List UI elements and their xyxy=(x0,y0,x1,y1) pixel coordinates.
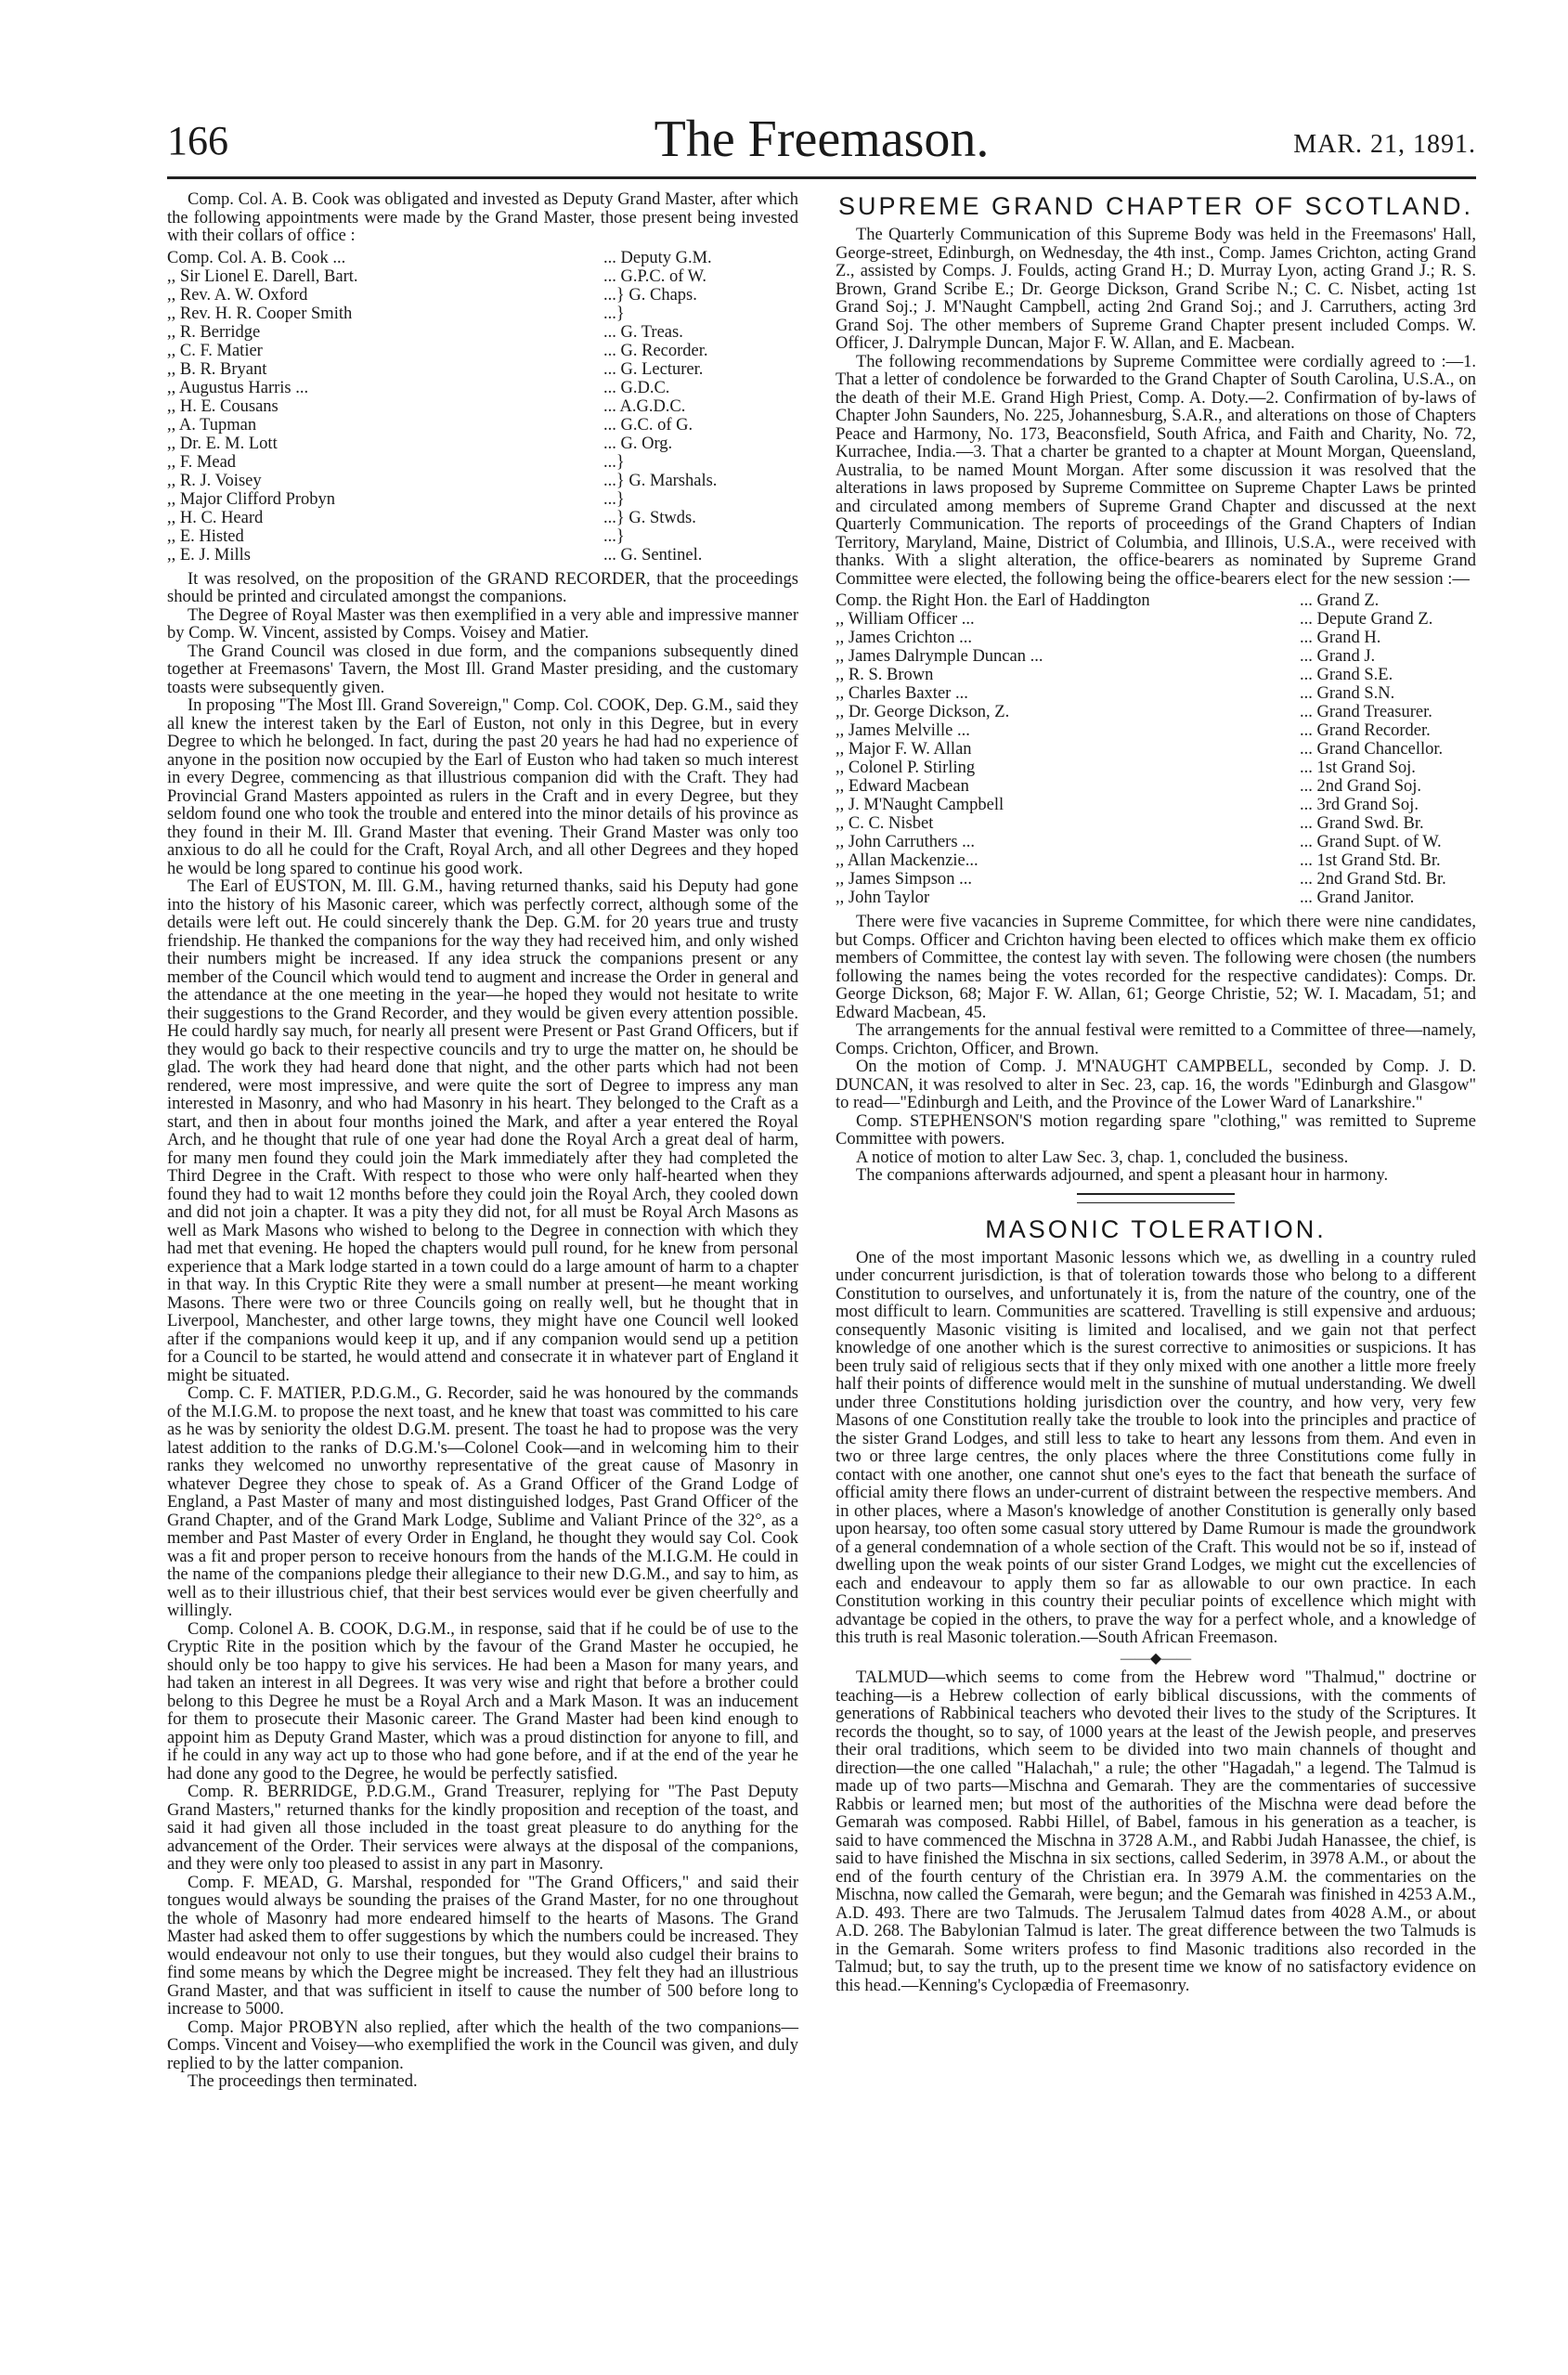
ornament-divider: ——◆—— xyxy=(1120,1650,1192,1667)
roster-row xyxy=(167,417,798,435)
roster-row xyxy=(167,398,798,417)
grand-officers-list xyxy=(167,250,798,565)
roster-name: ,, R. S. Brown xyxy=(836,667,934,684)
roster-office: ... Depute Grand Z. xyxy=(1300,610,1433,629)
roster-row xyxy=(167,343,798,361)
roster-name: ,, R. J. Voisey xyxy=(167,472,262,490)
roster-name: ,, Sir Lionel E. Darell, Bart. xyxy=(167,267,358,286)
roster-name: ,, Rev. A. W. Oxford xyxy=(167,286,308,305)
roster-row xyxy=(167,361,798,380)
roster-row xyxy=(167,510,798,528)
council-report xyxy=(167,571,798,2092)
left-column xyxy=(167,191,798,2092)
roster-office: ... G. Lecturer. xyxy=(603,359,704,379)
roster-office: ... G.C. of G. xyxy=(603,415,693,435)
roster-row xyxy=(167,380,798,398)
roster-name: ,, John Carruthers ... xyxy=(836,834,976,851)
roster-row xyxy=(836,611,1476,629)
paragraph: A notice of motion to alter Law Sec. 3, chap. 1, concluded the business. xyxy=(856,1148,1349,1167)
roster-name: ,, E. J. Mills xyxy=(167,546,251,565)
roster-name: ,, William Officer ... xyxy=(836,611,975,629)
roster-row xyxy=(167,305,798,324)
roster-office: ... Grand Treasurer. xyxy=(1300,703,1432,721)
council-intro: Comp. Col. A. B. Cook was obligated and invested as Deputy Grand Master, after which the following appointments were made by the Grand Master, those present being invested with their collars of office : xyxy=(167,190,798,245)
roster-office: ... G.D.C. xyxy=(603,378,670,397)
roster-office: ... G.P.C. of W. xyxy=(603,266,707,286)
roster-name: ,, Edward Macbean xyxy=(836,778,969,796)
paragraph: The Degree of Royal Master was then exemplified in a very able and impressive manner by Comp. W. Vincent, assisted by Comps. Voisey and Matier. xyxy=(167,605,798,642)
paragraph: Comp. Major PROBYN also replied, after which the health of the two companions—Comps. Vincent and Voisey—who exemplified the work in the Council was given, and duly replied to by the latter companion. xyxy=(167,2018,798,2073)
roster-name: ,, Major F. W. Allan xyxy=(836,741,972,759)
roster-row xyxy=(836,592,1476,611)
roster-office: ... Grand Swd. Br. xyxy=(1300,814,1424,833)
paragraph: Comp. F. MEAD, G. Marshal, responded for "The Grand Officers," and said their tongues would always be sounding the praises of the Grand Master, for no one throughout the whole of Masonry had more endeared himself to the hearts of Masons. The Grand Master had asked them to offer suggestions by which the numbers could be increased. They would endeavour not only to use their tongues, but they would also cudgel their brains to find some means by which the Degree might be increased. They felt they had an illustrious Grand Master, and that was sufficient in itself to cause the number of 500 before long to increase to 5000. xyxy=(167,1873,798,2018)
roster-row xyxy=(167,473,798,491)
roster-office: ... Grand S.E. xyxy=(1300,666,1393,684)
roster-row xyxy=(836,797,1476,815)
paragraph: There were five vacancies in Supreme Committee, for which there were nine candidates, but Comps. Officer and Crichton having been elected to offices which make them ex officio members of Committee, the contest lay with seven. The following were chosen (the numbers following the names being the votes recorded for the respective candidates): Comps. Dr. George Dickson, 68; Major F. W. Allan, 61; George Christie, 52; W. I. Macadam, 51; and Edward Macbean, 45. xyxy=(836,913,1476,1022)
roster-office: ... G. Recorder. xyxy=(603,341,708,360)
roster-office: ...} G. Stwds. xyxy=(603,508,696,527)
roster-office: ... Grand Supt. of W. xyxy=(1300,833,1442,851)
roster-row xyxy=(167,454,798,473)
roster-name: ,, A. Tupman xyxy=(167,416,257,435)
roster-name: ,, F. Mead xyxy=(167,453,237,472)
paragraph: The proceedings then terminated. xyxy=(188,2072,418,2091)
paragraph: The Grand Council was closed in due form, and the companions subsequently dined together at Freemasons' Tavern, the Most Ill. Grand Master presiding, and the customary toasts were subsequently given. xyxy=(167,642,798,697)
paragraph: On the motion of Comp. J. M'NAUGHT CAMPBELL, seconded by Comp. J. D. DUNCAN, it was resolved to alter in Sec. 23, cap. 16, the words "Edinburgh and Glasgow" to read—"Edinburgh and Leith, and the Province of the Lower Ward of Lanarkshire." xyxy=(836,1058,1476,1112)
roster-name: ,, Dr. George Dickson, Z. xyxy=(836,704,1010,721)
right-column xyxy=(836,191,1476,1995)
roster-row xyxy=(167,435,798,454)
roster-name: ,, Charles Baxter ... xyxy=(836,685,968,703)
office-bearers-list xyxy=(836,592,1476,908)
roster-office: ... A.G.D.C. xyxy=(603,396,686,416)
roster-office: ... Deputy G.M. xyxy=(603,248,712,267)
chapter-report xyxy=(836,914,1476,1186)
roster-name: Comp. Col. A. B. Cook ... xyxy=(167,249,346,267)
roster-name: ,, James Simpson ... xyxy=(836,871,972,889)
roster-row xyxy=(167,250,798,268)
roster-office: ... G. Org. xyxy=(603,434,673,453)
roster-row xyxy=(167,528,798,547)
roster-row xyxy=(167,268,798,287)
roster-office: ... Grand S.N. xyxy=(1300,684,1395,703)
roster-name: ,, John Taylor xyxy=(836,889,930,907)
roster-row xyxy=(167,324,798,343)
roster-office: ...} xyxy=(603,526,625,546)
roster-row xyxy=(836,834,1476,852)
roster-office: ... Grand Recorder. xyxy=(1300,721,1431,740)
roster-office: ... Grand Z. xyxy=(1300,591,1380,610)
roster-name: ,, R. Berridge xyxy=(167,323,261,342)
paragraph: Comp. R. BERRIDGE, P.D.G.M., Grand Treasurer, replying for "The Past Deputy Grand Masters," returned thanks for the kindly proposition and reception of the toast, and said it had given all those included in the toast great pleasure to do anything for the advancement of the Order. Their services were always at the disposal of the companions, and they were only too pleased to assist in any part in Masonry. xyxy=(167,1783,798,1874)
roster-name: ,, J. M'Naught Campbell xyxy=(836,797,1004,814)
roster-row xyxy=(836,741,1476,759)
roster-row xyxy=(167,491,798,510)
page-number: 166 xyxy=(167,118,228,163)
roster-name: ,, Dr. E. M. Lott xyxy=(167,435,278,453)
paragraph: In proposing "The Most Ill. Grand Sovereign," Comp. Col. COOK, Dep. G.M., said they all knew the interest taken by the Earl of Euston, not only in this Degree, but in every Degree to which he belonged. In fact, during the past 20 years he had had no experience of anyone in the position now occupied by the Earl of Euston who had taken so much interest in every Degree, commencing as that illustrious companion did with the Craft. They had Provincial Grand Masters appointed as rulers in the Craft and in every Degree, but they seldom found one who took the trouble and entered into the minor details of his province as they found in their M. Ill. Grand Master that evening. Their Grand Master was only too anxious to do all he could for the Craft, Royal Arch, and all other Degrees and they hoped he would be long spared to continue his good work. xyxy=(167,696,798,878)
roster-office: ... 2nd Grand Std. Br. xyxy=(1300,870,1446,889)
roster-name: ,, Rev. H. R. Cooper Smith xyxy=(167,305,353,323)
roster-office: ... Grand J. xyxy=(1300,647,1376,666)
section-divider xyxy=(1077,1193,1235,1195)
roster-office: ...} xyxy=(603,304,625,323)
roster-office: ... 3rd Grand Soj. xyxy=(1300,796,1419,814)
chapter-heading: SUPREME GRAND CHAPTER OF SCOTLAND. xyxy=(837,192,1474,220)
roster-office: ... Grand Chancellor. xyxy=(1300,740,1444,759)
roster-row xyxy=(836,667,1476,685)
talmud-article: TALMUD—which seems to come from the Hebrew word "Thalmud," doctrine or teaching—is a Hebrew collection of early biblical discussions, with the comments of generations of Rabbinical teachers who devoted their lives to the study of the Scriptures. It records the thought, so to say, of 1000 years at the least of the Jewish people, and preserves their oral traditions, which seem to be divided into two main channels of thought and direction—the one called "Halachah," a rule; the other "Hagadah," a legend. The Talmud is made up of two parts—Mischna and Gemarah. They are the commentaries of successive Rabbis or learned men; but most of the authorities of the Mischna were dead before the Gemarah was composed. Rabbi Hillel, of Babel, famous in his generation as a teacher, is said to have commenced the Mischna in 3728 A.M., and Rabbi Judah Hanassee, the chief, is said to have finished the Mischna in six sections, called Sederim, in 3978 A.M., or about the end of the fourth century of the Christian era. In 3979 A.M. the commentaries on the Mischna, now called the Gemarah, were begun; and the Gemarah was finished in 4253 A.M., A.D. 493. There are two Talmuds. The Jerusalem Talmud dates from 4028 A.M., or about A.D. 268. The Babylonian Talmud is later. The great difference between the two Talmuds is in the Gemarah. Some writers profess to find Masonic traditions also recorded in the Talmud; but, to say the truth, up to the present time we know of no satisfactory evidence on this head.—Kenning's Cyclopædia of Freemasonry. xyxy=(836,1668,1476,1995)
roster-row xyxy=(836,815,1476,834)
roster-row xyxy=(836,685,1476,704)
roster-name: ,, James Dalrymple Duncan ... xyxy=(836,648,1043,666)
roster-name: ,, Major Clifford Probyn xyxy=(167,490,336,509)
roster-office: ...} xyxy=(603,452,625,472)
roster-name: ,, B. R. Bryant xyxy=(167,360,267,379)
roster-office: ... 2nd Grand Soj. xyxy=(1300,777,1422,796)
roster-name: ,, Allan Mackenzie... xyxy=(836,852,978,870)
paragraph: It was resolved, on the proposition of the GRAND RECORDER, that the proceedings should be printed and circulated amongst the companions. xyxy=(167,569,798,606)
roster-office: ... G. Treas. xyxy=(603,322,683,342)
roster-office: ...} xyxy=(603,489,625,509)
roster-office: ...} G. Chaps. xyxy=(603,285,697,305)
roster-office: ... G. Sentinel. xyxy=(603,545,703,565)
issue-date: MAR. 21, 1891. xyxy=(1293,130,1476,159)
roster-row xyxy=(836,889,1476,908)
toleration-heading: MASONIC TOLERATION. xyxy=(985,1214,1327,1243)
roster-row xyxy=(167,287,798,305)
roster-name: ,, H. E. Cousans xyxy=(167,397,279,416)
roster-row xyxy=(836,778,1476,797)
chapter-intro xyxy=(836,227,1476,589)
paragraph: Comp. Colonel A. B. COOK, D.G.M., in response, said that if he could be of use to the Cryptic Rite in the position which by the favour of the Grand Master he occupied, he should only be too happy to give his services. He had been a Mason for many years, and had taken an interest in all Degrees. It was very wise and right that before a brother could belong to this Degree he must be a Royal Arch and a Mark Mason. It was an inducement for them to prosecute their Masonic career. The Grand Master had been kind enough to appoint him as Deputy Grand Master, which was a proud distinction for anyone to fill, and if he could in any way act up to those who had gone before, and if at the end of the year he had done any good to the Degree, he would be perfectly satisfied. xyxy=(167,1619,798,1784)
paragraph: Comp. STEPHENSON'S motion regarding spare "clothing," was remitted to Supreme Committee with powers. xyxy=(836,1111,1476,1149)
roster-name: ,, James Crichton ... xyxy=(836,629,972,647)
paragraph: The Quarterly Communication of this Supreme Body was held in the Freemasons' Hall, George-street, Edinburgh, on Wednesday, the 4th inst., Comp. James Crichton, acting Grand Z., assisted by Comps. J. Foulds, acting Grand H.; D. Murray Lyon, acting Grand J.; R. S. Brown, Grand Scribe E.; Dr. George Dickson, Grand Scribe N.; C. C. Nisbet, acting 1st Grand Soj.; J. M'Naught Campbell, acting 2nd Grand Soj.; and J. Carruthers, acting 3rd Grand Soj. The other members of Supreme Grand Chapter present included Comps. W. Officer, J. Dalrymple Duncan, Major F. W. Allan, and E. Macbean. xyxy=(836,226,1476,353)
roster-row xyxy=(836,648,1476,667)
masthead: The Freemason. xyxy=(654,110,990,168)
roster-row xyxy=(836,871,1476,889)
roster-name: ,, H. C. Heard xyxy=(167,509,264,527)
section-divider-thin xyxy=(1077,1202,1235,1203)
toleration-article: One of the most important Masonic lessons which we, as dwelling in a country ruled under concurrent jurisdiction, is that of toleration towards those who belong to a different Constitution to ourselves, and unfortunately it is, from the nature of the country, one of the most difficult to learn. Communities are scattered. Travelling is still expensive and arduous; consequently Masonic visiting is limited and localised, and we gain not that perfect knowledge of one another which is the surest corrective to animosities or suspicions. It has been truly said of religious sects that if they only mixed with one another a little more freely half their points of difference would melt in the sunshine of mutual understanding. We dwell under three Constitutions holding jurisdiction over the country, and how very, very few Masons of one Constitution really take the trouble to look into the principles and practice of the sister Grand Lodges, and still less to take to heart any lessons from them. And even in two or three large centres, the only places where the three Constitutions come fully in contact with one another, one cannot shut one's eyes to the fact that beneath the surface of official amity there flows an under-current of distraint between the respective members. And in other places, where a Mason's knowledge of another Constitution is generally only based upon hearsay, too often some casual story uttered by Dame Rumour is made the groundwork of a general condemnation of a whole section of the Craft. This would not be so if, instead of dwelling upon the weak points of our sister Grand Lodges, we might cut the excellencies of each and endeavour to apply them so far as allowable to our own practice. In each Constitution working in this country their peculiar points of excellence which might with advantage be copied in the others, to prave the way for a perfect whole, and a knowledge of this truth is real Masonic toleration.—South African Freemason. xyxy=(836,1248,1476,1647)
roster-row xyxy=(167,547,798,565)
roster-office: ... Grand H. xyxy=(1300,629,1381,647)
paragraph: Comp. C. F. MATIER, P.D.G.M., G. Recorder, said he was honoured by the commands of the M.I.G.M. to propose the next toast, and he knew that toast was committed to his care as he was by seniority the oldest D.G.M. present. The toast he had to propose was the very latest addition to the ranks of D.G.M.'s—Colonel Cook—and in welcoming him to their ranks they welcomed no unworthy representative of the great cause of Masonry in whatever Degree they chose to speak of. As a Grand Officer of the Grand Lodge of England, a Past Master of many and most distinguished lodges, Past Grand Officer of the Grand Chapter, and of the Grand Mark Lodge, Sublime and Valiant Prince of the 32°, as a member and Past Master of every Order in England, he thought they would say Col. Cook was a fit and proper person to receive honours from the hands of the M.I.G.M. He could in the name of the companions pledge their allegiance to their new D.G.M., and say to him, as well as to their illustrious chief, that their best services would ever be given cheerfully and willingly. xyxy=(167,1384,798,1620)
roster-name: ,, E. Histed xyxy=(167,527,244,546)
roster-row xyxy=(836,629,1476,648)
header-rule xyxy=(167,176,1476,179)
roster-name: ,, Colonel P. Stirling xyxy=(836,759,976,777)
roster-office: ... Grand Janitor. xyxy=(1300,889,1415,907)
paragraph: The arrangements for the annual festival were remitted to a Committee of three—namely, Comps. Crichton, Officer, and Brown. xyxy=(836,1021,1476,1058)
paragraph: The following recommendations by Supreme Committee were cordially agreed to :—1. That a letter of condolence be forwarded to the Grand Chapter of South Carolina, U.S.A., on the death of their M.E. Grand High Priest, Comp. A. Doty.—2. Confirmation of by-laws of Chapter John Saunders, No. 225, Johannesburg, S.A.R., and alterations on those of Chapters Peace and Harmony, No. 173, Beaconsfield, South Africa, and Faith and Charity, No. 72, Kurrachee, India.—3. That a charter be granted to a chapter at Mount Morgan, Queensland, Australia, to be named Mount Morgan. After some discussion it was resolved that the alterations in laws proposed by Supreme Committee on Supreme Chapter Laws be printed and circulated among members of Supreme Grand Chapter and discussed at the next Quarterly Communication. The reports of proceedings of the Grand Chapters of Indian Territory, Maryland, Maine, District of Columbia, and Illinois, U.S.A., were received with thanks. With a slight alteration, the office-bearers as nominated by Supreme Grand Committee were elected, the following being the office-bearers elect for the new session :— xyxy=(836,352,1476,589)
roster-name: ,, C. F. Matier xyxy=(167,342,263,360)
roster-row xyxy=(836,759,1476,778)
page-header xyxy=(167,110,1476,168)
roster-name: Comp. the Right Hon. the Earl of Haddington xyxy=(836,592,1150,610)
roster-row xyxy=(836,722,1476,741)
paragraph: The Earl of EUSTON, M. Ill. G.M., having returned thanks, said his Deputy had gone into the history of his Masonic career, which was perfectly correct, although some of the details were left out. He could sincerely thank the Dep. G.M. for 20 years true and trusty friendship. He thanked the companions for the way they had received him, and only wished their numbers might be increased. If any idea struck the companions present or any member of the Council which would tend to augment and increase the Order in general and the attendance at the one meeting in the year—he hoped they would not hesitate to write their suggestions to the Grand Recorder, and they would be given every attention possible. He could hardly say much, for nearly all present were Present or Past Grand Officers, but if they would go back to their respective councils and try to urge the matter on, he should be glad. The work they had heard done that night, and the other parts which had not been rendered, were most impressive, and were quite the sort of Degree to impress any man interested in Masonry, and who had Masonry in his heart. They belonged to the Craft as a start, and then in about four months joined the Mark, and after a year entered the Royal Arch, and he thought that rule of one year had done the Royal Arch a great deal of harm, for many men found they could join the Mark immediately after they had completed the Third Degree in the Craft. With respect to those who were only half-hearted when they found they had to wait 12 months before they could join the Royal Arch, they cooled down and did not join a chapter. It was a pity they did not, for all must be Royal Arch Masons as well as Mark Masons who wished to belong to the Degree in connection with which they had met that evening. He hoped the chapters would pull round, for he knew from personal experience that a Mark lodge started in a town could do a large amount of harm to a chapter in that way. In this Cryptic Rite they were a small number at present—he meant working Masons. There were two or three Councils going on really well, but he thought that in Liverpool, Manchester, and other large towns, they might have one Council well looked after if the companions would keep it up, and if any companion would send up a petition for a Council to be started, he would attend and consecrate it in whatever part of England it might be situated. xyxy=(167,877,798,1385)
roster-name: ,, C. C. Nisbet xyxy=(836,815,934,833)
roster-name: ,, James Melville ... xyxy=(836,722,970,740)
roster-name: ,, Augustus Harris ... xyxy=(167,379,309,397)
roster-row xyxy=(836,852,1476,871)
roster-office: ... 1st Grand Std. Br. xyxy=(1300,851,1441,870)
roster-office: ...} G. Marshals. xyxy=(603,471,718,490)
roster-office: ... 1st Grand Soj. xyxy=(1300,759,1416,777)
roster-row xyxy=(836,704,1476,722)
paragraph: The companions afterwards adjourned, and spent a pleasant hour in harmony. xyxy=(856,1166,1389,1185)
